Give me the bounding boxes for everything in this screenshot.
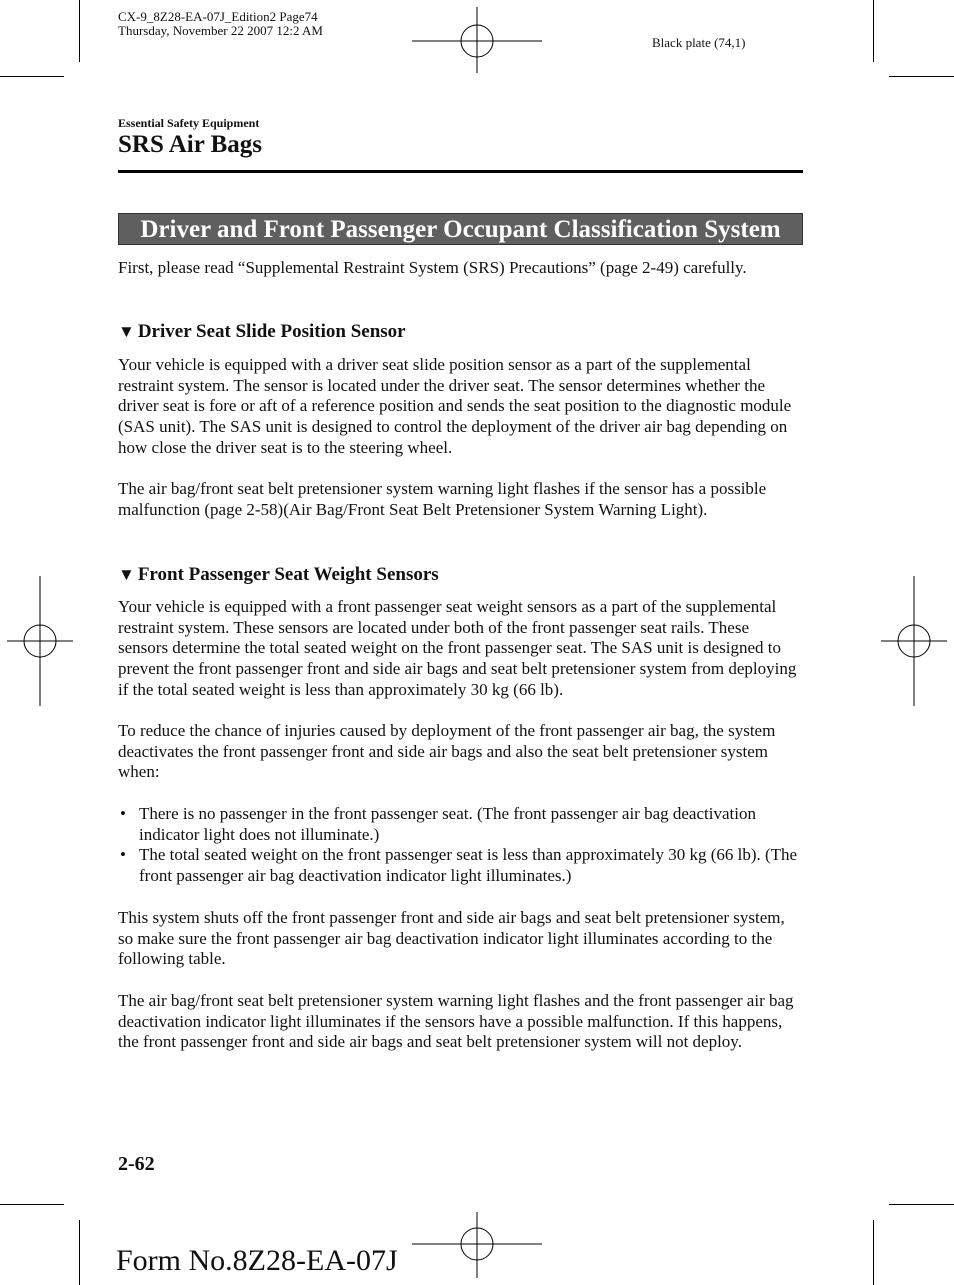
bullet-icon: • <box>120 804 126 823</box>
passenger-deactivation-paragraph: To reduce the chance of injuries caused by deployment of the front passenger air bag, the system deactivates the front passenger front and side air bags and also the seat belt pretensioner system when: <box>118 721 776 782</box>
bullet-icon: • <box>120 845 126 865</box>
print-slug-plate: Black plate (74,1) <box>652 35 746 50</box>
registration-mark-top <box>412 5 542 75</box>
conditions-list <box>118 804 803 887</box>
subheading-text: Front Passenger Seat Weight Sensors <box>137 564 439 585</box>
shutoff-paragraph: This system shuts off the front passenger front and side air bags and seat belt pretensioner system, so make sure the front passenger air bag deactivation indicator light illuminates according to the following table. <box>118 908 785 969</box>
triangle-marker-icon: ▼ <box>118 565 135 584</box>
heading-rule <box>118 170 803 173</box>
driver-sensor-paragraph: Your vehicle is equipped with a driver seat slide position sensor as a part of the supplemental restraint system. The sensor is located under the driver seat. The sensor determines whether the driver seat is fore or aft of a reference position and sends the seat position to the diagnostic module (SAS unit). The SAS unit is designed to control the deployment of the driver air bag depending on how close the driver seat is to the steering wheel. <box>118 355 792 457</box>
driver-sensor-warning-paragraph: The air bag/front seat belt pretensioner system warning light flashes if the sensor has a possible malfunction (page 2-58)(Air Bag/Front Seat Belt Pretensioner System Warning Light). <box>118 479 767 519</box>
list-item: • The total seated weight on the front passenger seat is less than approximately 30 kg (66 lb). (The front passenger air bag deactivation indicator light illuminates.) <box>120 845 798 886</box>
registration-mark-right <box>879 576 949 706</box>
print-slug-filename: CX-9_8Z28-EA-07J_Edition2 Page74 <box>118 9 318 24</box>
section-label: Essential Safety Equipment <box>118 116 260 130</box>
intro-paragraph: First, please read “Supplemental Restraint System (SRS) Precautions” (page 2-49) carefully. <box>118 258 747 277</box>
subheading-driver-seat-sensor <box>118 321 406 343</box>
subheading-text: Driver Seat Slide Position Sensor <box>137 321 406 342</box>
list-item: • There is no passenger in the front passenger seat. (The front passenger air bag deactivation indicator light does not illuminate.) <box>120 804 756 844</box>
registration-mark-left <box>5 576 75 706</box>
registration-mark-bottom <box>412 1210 542 1280</box>
triangle-marker-icon: ▼ <box>118 322 135 341</box>
page-title: SRS Air Bags <box>118 131 263 158</box>
section-banner: Driver and Front Passenger Occupant Classification System <box>118 213 803 245</box>
form-number: Form No.8Z28-EA-07J <box>116 1244 398 1277</box>
print-slug-timestamp: Thursday, November 22 2007 12:2 AM <box>118 23 323 38</box>
malfunction-paragraph: The air bag/front seat belt pretensioner system warning light flashes and the front passenger air bag deactivation indicator light illuminates if the sensors have a possible malfunction. If this happens, the front passenger front and side air bags and seat belt pretensioner system will not deploy. <box>118 991 794 1052</box>
subheading-passenger-weight-sensors <box>118 564 439 586</box>
passenger-sensor-paragraph: Your vehicle is equipped with a front passenger seat weight sensors as a part of the supplemental restraint system. These sensors are located under both of the front passenger seat rails. These sensors determine the total seated weight on the front passenger seat. The SAS unit is designed to prevent the front passenger front and side air bags and seat belt pretensioner system from deploying if the total seated weight is less than approximately 30 kg (66 lb). <box>118 597 797 699</box>
page-number: 2-62 <box>118 1153 155 1175</box>
